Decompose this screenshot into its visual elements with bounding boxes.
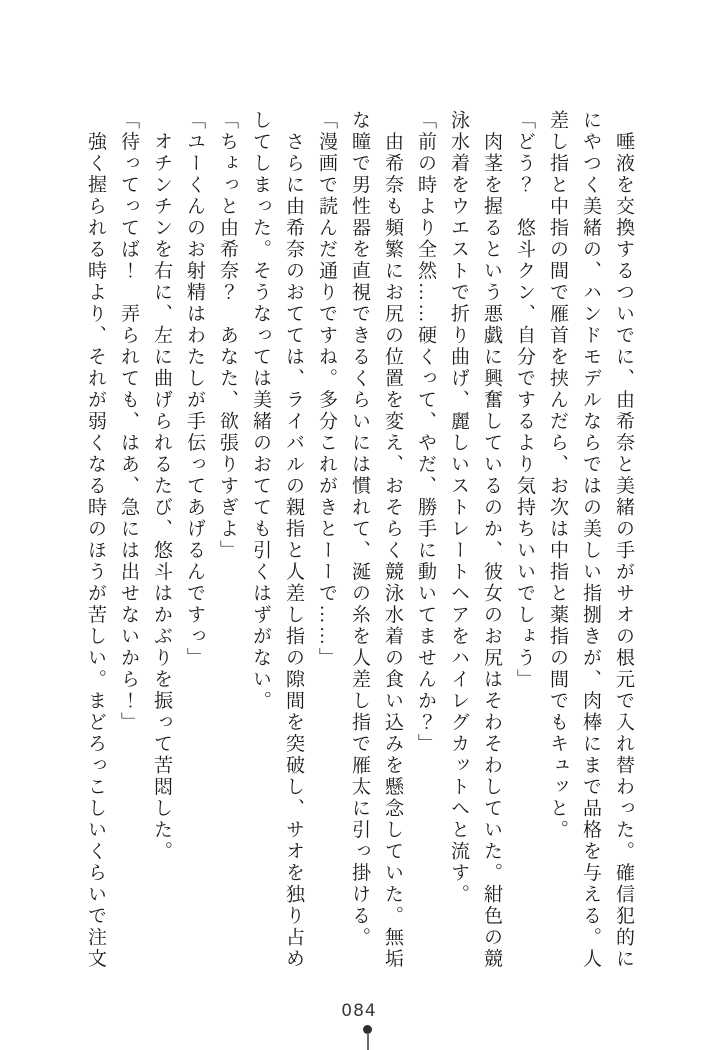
text-column: 強く握られる時より、それが弱くなる時のほうが苦しい。まどろっこしいくらいで注文 [85,110,106,970]
text-column: 泳水着をウエストで折り曲げ、麗しいストレートヘアをハイレグカットへと流す。 [448,110,469,906]
text-column: 「漫画で読んだ通りですね。多分これがきとーーで……」 [316,110,337,669]
text-column: オチンチンを右に、左に曲げられるたび、悠斗はかぶりを振って苦悶した。 [151,110,172,863]
text-column: 「待ってってば！ 弄られても、はあ、急には出せないから！」 [118,110,139,734]
text-column: 肉茎を握るという悪戯に興奮しているのか、彼女のお尻はそわそわしていた。紺色の競 [481,110,502,970]
text-column: 「前の時より全然……硬くって、やだ、勝手に動いてませんか？」 [415,110,436,755]
text-column: 由希奈も頻繁にお尻の位置を変え、おそらく競泳水着の食い込みを懸念していた。無垢 [382,110,403,970]
binding-stem-icon [367,1033,369,1050]
text-column: 「ユーくんのお射精はわたしが手伝ってあげるんですっ」 [184,110,205,669]
binding-mark-icon [0,1023,718,1050]
text-column: さらに由希奈のおてては、ライバルの親指と人差し指の隙間を突破し、サオを独り占め [283,110,304,970]
text-column: 「どう？ 悠斗クン、自分でするより気持ちいいでしょう」 [514,110,535,691]
text-column: 差し指と中指の間で雁首を挟んだら、お次は中指と薬指の間でもキュッと。 [547,110,568,841]
text-column: にやつく美緒の、ハンドモデルならではの美しい指捌きが、肉棒にまで品格を与える。人 [580,110,601,970]
text-column: 「ちょっと由希奈？ あなた、欲張りすぎよ」 [217,110,238,562]
binding-dot-icon [363,1025,372,1034]
text-column: な瞳で男性器を直視できるくらいには慣れて、涎の糸を人差し指で雁太に引っ掛ける。 [349,110,370,949]
page-number: 084 [341,1001,377,1021]
text-column: してしまった。そうなっては美緒のおてても引くはずがない。 [250,110,271,712]
text-column: 唾液を交換するついでに、由希奈と美緒の手がサオの根元で入れ替わった。確信犯的に [613,110,634,970]
body-text [79,110,640,998]
